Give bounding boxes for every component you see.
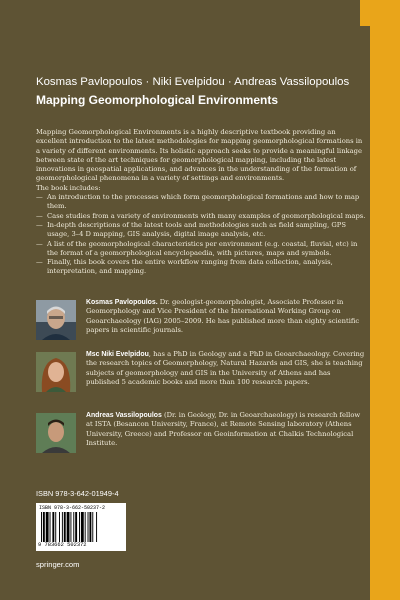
author-photo-evelpidou <box>36 352 76 392</box>
author-description: (Dr. in Geology, Dr. in Geoarchaeology) is research fellow at ISTA (Besancon University, France), at Remote Sensing laboratory (Athens University, Greece) and Professor on Geoinformation at Chalkis Technological Institute. <box>86 411 361 448</box>
author-bio-text <box>86 298 366 336</box>
author-photo-vassilopoulos <box>36 413 76 453</box>
author-description: Dr. geologist-geomorphologist, Associate Professor in Geomorphology and Vice President of the International Working Group on Geoarchaeology (IAG) 2005–2009. He has published more than eighty scientific papers in scientific journals. <box>86 298 360 335</box>
isbn-label: ISBN 978-3-642-01949-4 <box>36 489 119 498</box>
list-item <box>36 193 366 212</box>
list-item <box>36 212 366 221</box>
author-portrait-image <box>36 352 76 392</box>
list-item-text: A list of the geomorphological characteristics per environment (e.g. coastal, fluvial, etc) in the format of a geomorphological encyclopaedia, with pictures, maps and symbols. <box>47 239 358 257</box>
author-portrait-image <box>36 413 76 453</box>
description-intro: Mapping Geomorphological Environments is a highly descriptive textbook providing an excellent introduction to the latest methodologies for mapping geomorphological formations in a variety of different environments. Its holistic approach seeks to provide a meaningful linkage between state of the art techniques for geomorphological mapping, including the latest innovations in geospatial applications, and advances in the understanding of the formation of geomorphological phenomena in a variety of settings and environments. <box>36 128 363 183</box>
authors-line: Kosmas Pavlopoulos · Niki Evelpidou · Andreas Vassilopoulos <box>36 76 350 88</box>
author-bio-text <box>86 411 366 449</box>
author-portrait-image <box>36 300 76 340</box>
author-name: Msc Niki Evelpidou <box>86 351 149 358</box>
book-description <box>36 128 366 277</box>
author-bio-vassilopoulos <box>36 413 366 461</box>
list-item <box>36 221 366 240</box>
barcode-isbn-text: ISBN 978-3-662-50237-2 <box>39 505 106 511</box>
description-list-intro: The book includes: <box>36 183 101 192</box>
dash-bullet-icon: — <box>36 220 43 229</box>
orange-spine-bar <box>370 0 400 600</box>
dash-bullet-icon: — <box>36 258 43 267</box>
feature-list <box>36 193 366 277</box>
author-name: Kosmas Pavlopoulos. <box>86 299 158 306</box>
publisher-website: springer.com <box>36 560 80 569</box>
author-bio-evelpidou <box>36 352 366 400</box>
list-item <box>36 240 366 259</box>
list-item-text: Case studies from a variety of environments with many examples of geomorphological maps. <box>47 211 366 220</box>
book-title: Mapping Geomorphological Environments <box>36 93 279 107</box>
author-photo-pavlopoulos <box>36 300 76 340</box>
list-item-text: Finally, this book covers the entire workflow ranging from data collection, analysis, interpretation, and mapping. <box>47 258 333 276</box>
barcode-digits: 9 783662 502372 <box>38 542 87 548</box>
barcode-bars-icon <box>41 512 121 542</box>
author-description: , has a PhD in Geology and a PhD in Geoarchaeology. Covering the research topics of Geomorphology, Natural Hazards and GIS, she is teaching subjects of geomorphology and GIS in the University of Athens and has published 5 academic books and more than 100 research papers. <box>86 350 365 387</box>
author-bio-pavlopoulos <box>36 300 366 348</box>
list-item-text: An introduction to the processes which form geomorphological formations and how to map them. <box>47 193 360 211</box>
list-item <box>36 258 366 277</box>
author-bio-text <box>86 350 366 388</box>
dash-bullet-icon: — <box>36 211 43 220</box>
dash-bullet-icon: — <box>36 193 43 202</box>
list-item-text: In-depth descriptions of the latest tools and methodologies such as field sampling, GPS usage, 3–4 D mapping, GIS analysis, digital image analysis, etc. <box>47 220 346 239</box>
barcode <box>36 503 126 551</box>
orange-corner-tab <box>360 0 372 26</box>
dash-bullet-icon: — <box>36 239 43 248</box>
author-name: Andreas Vassilopoulos <box>86 412 162 419</box>
